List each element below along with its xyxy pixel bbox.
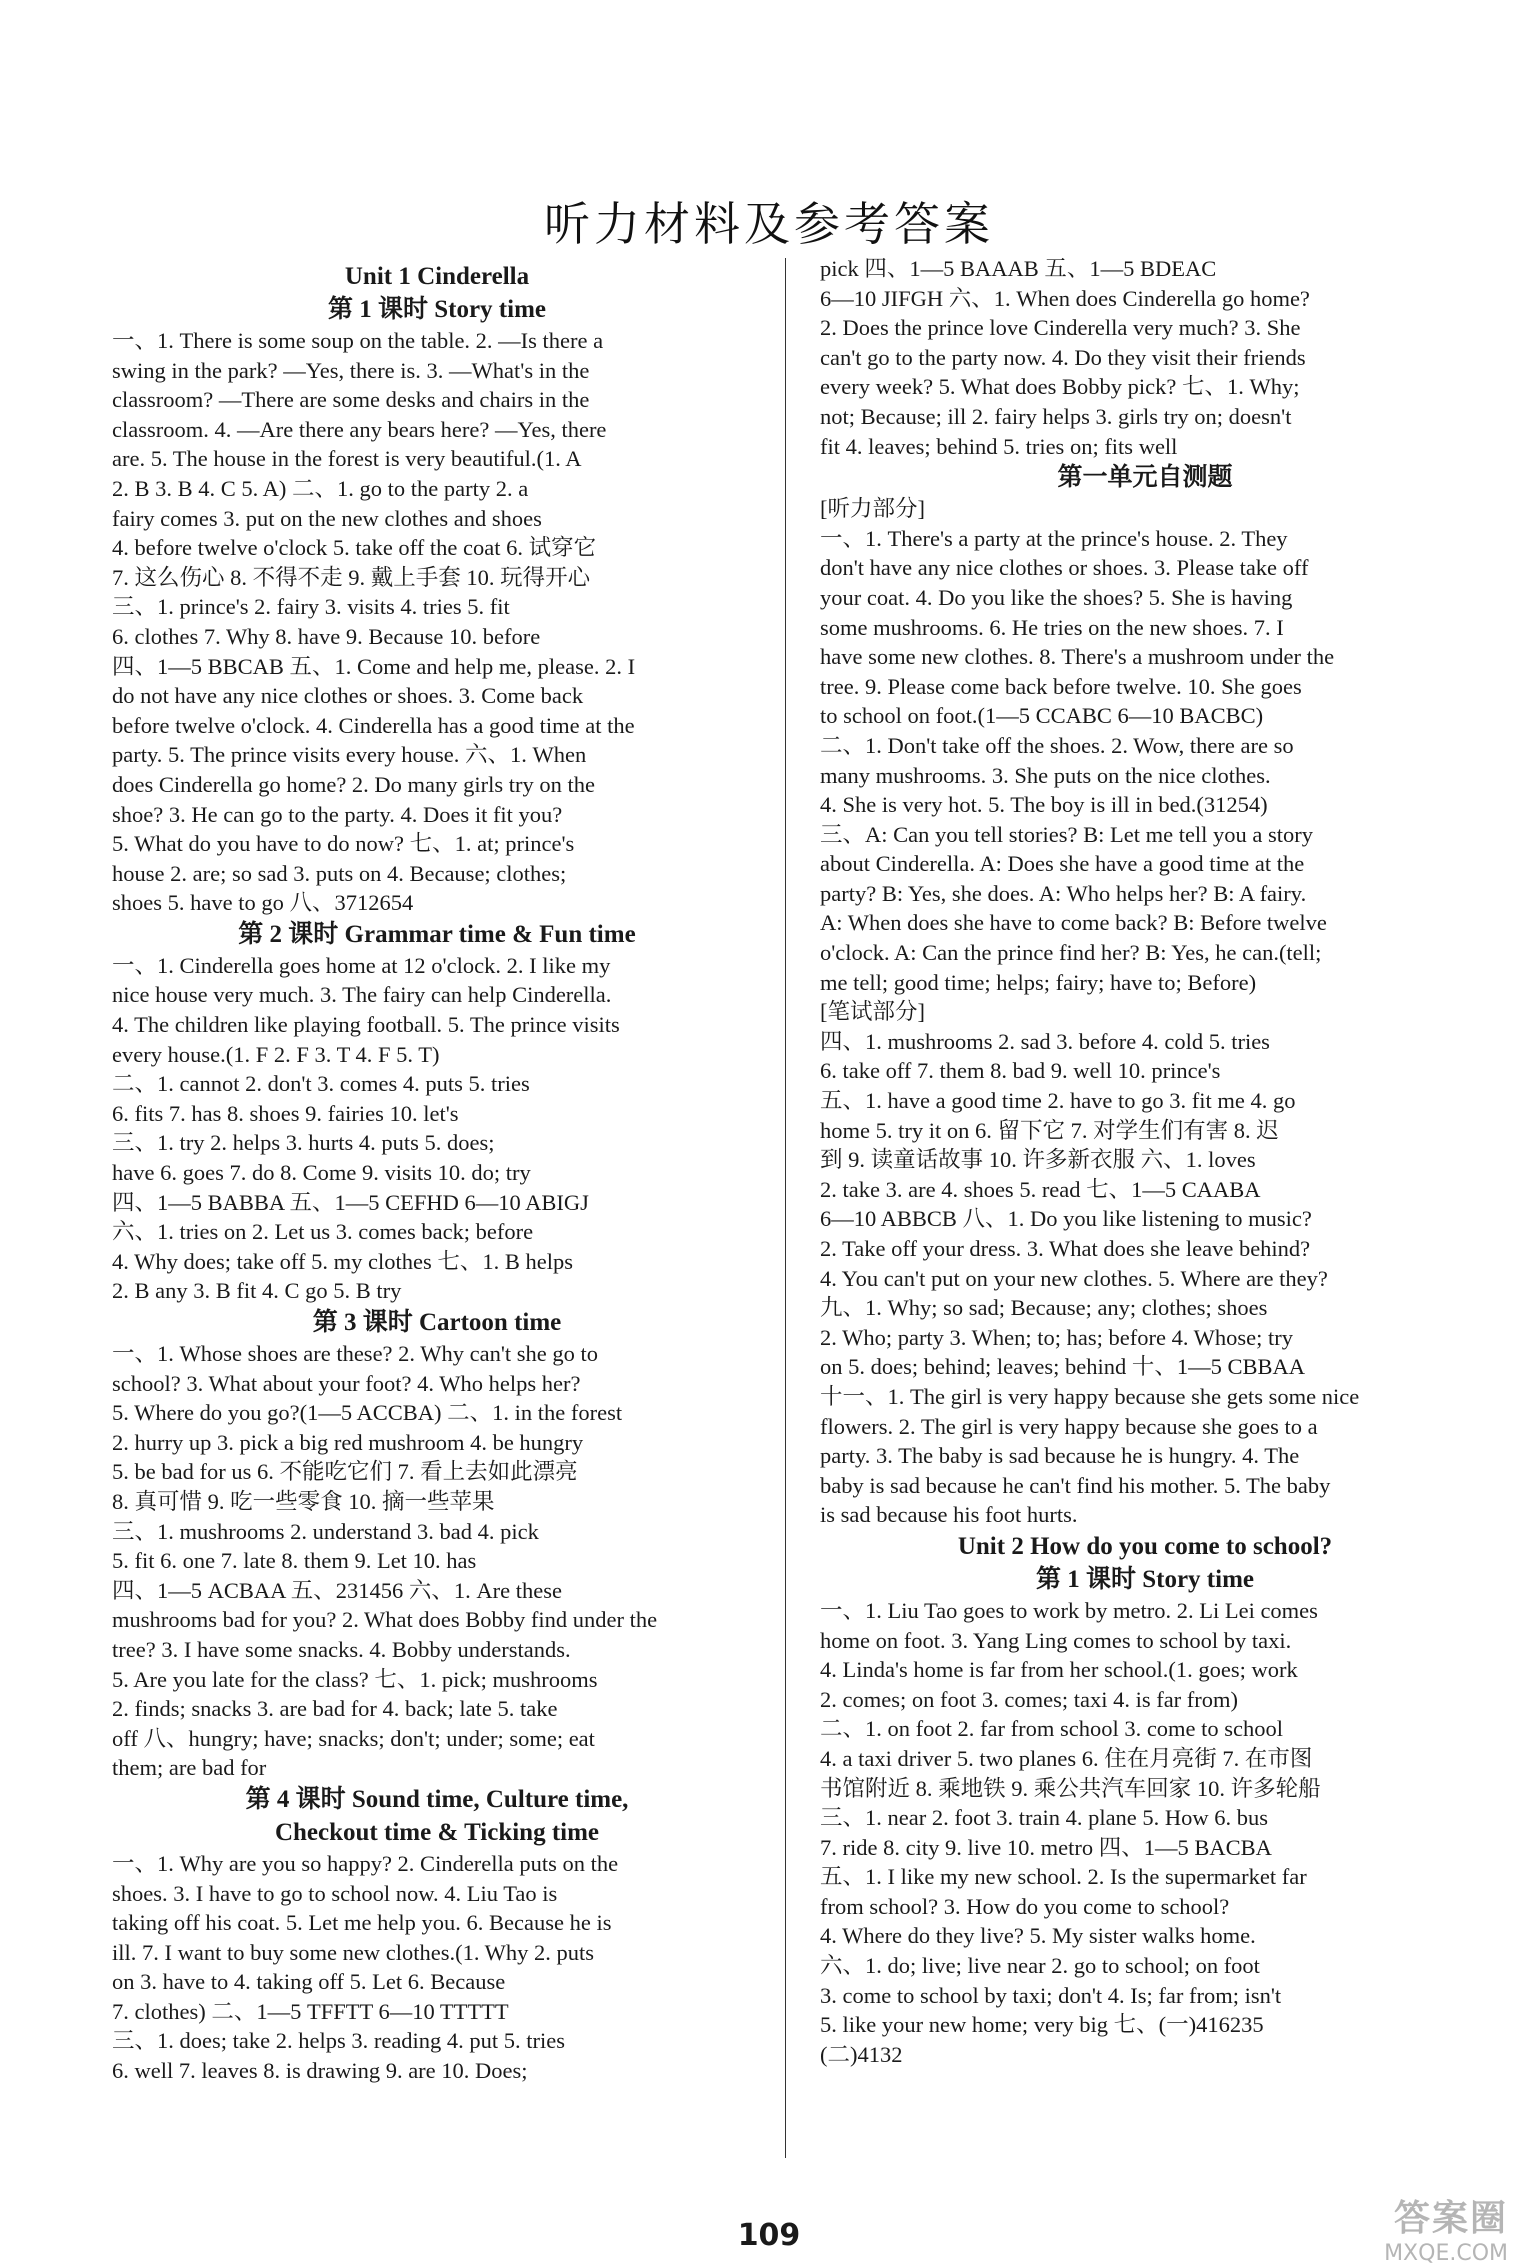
answer-line: 六、1. tries on 2. Let us 3. comes back; before xyxy=(112,1219,534,1245)
answer-line: 3. come to school by taxi; don't 4. Is; far from; isn't xyxy=(820,1982,1282,2008)
answer-line: 三、A: Can you tell stories? B: Let me tell you a story xyxy=(820,821,1314,847)
answer-line: 三、1. mushrooms 2. understand 3. bad 4. pick xyxy=(112,1518,539,1544)
answer-line: 2. Take off your dress. 3. What does she leave behind? xyxy=(820,1236,1311,1261)
section-heading: Unit 2 How do you come to school? xyxy=(957,1532,1333,1560)
answer-line: tree? 3. I have some snacks. 4. Bobby understands. xyxy=(112,1636,571,1662)
answer-line: pick 四、1—5 BAAAB 五、1—5 BDEAC xyxy=(820,256,1217,281)
answer-line: 6. well 7. leaves 8. is drawing 9. are 10. Does; xyxy=(112,2058,528,2084)
answer-line: 一、1. Why are you so happy? 2. Cinderella puts on the xyxy=(112,1850,619,1876)
answer-line: 4. Linda's home is far from her school.(1. goes; work xyxy=(820,1657,1298,1683)
answer-line: 三、1. near 2. foot 3. train 4. plane 5. How 6. bus xyxy=(820,1805,1269,1831)
answer-line: 二、1. Don't take off the shoes. 2. Wow, there are so xyxy=(820,732,1294,758)
answer-line: 5. like your new home; very big 七、(一)416235 xyxy=(820,2012,1264,2038)
answer-line: your coat. 4. Do you like the shoes? 5. She is having xyxy=(820,584,1293,610)
answer-line: 九、1. Why; so sad; Because; any; clothes; shoes xyxy=(820,1295,1268,1321)
answer-line: on 5. does; behind; leaves; behind 十、1—5 CBBAA xyxy=(820,1354,1305,1380)
answer-line: 二、1. cannot 2. don't 3. comes 4. puts 5. tries xyxy=(112,1071,530,1097)
answer-line: 5. Where do you go?(1—5 ACCBA) 二、1. in the forest xyxy=(112,1400,623,1426)
answer-line: 一、1. Whose shoes are these? 2. Why can't she go to xyxy=(112,1341,599,1366)
answer-line: some mushrooms. 6. He tries on the new shoes. 7. I xyxy=(820,614,1284,640)
answer-line: 4. Where do they live? 5. My sister walks home. xyxy=(820,1923,1256,1949)
answer-line: 7. 这么伤心 8. 不得不走 9. 戴上手套 10. 玩得开心 xyxy=(112,564,591,590)
answer-line: 5. What do you have to do now? 七、1. at; prince's xyxy=(112,831,575,857)
answer-line: 2. comes; on foot 3. comes; taxi 4. is far from) xyxy=(820,1686,1239,1712)
answer-line: 2. Does the prince love Cinderella very much? 3. She xyxy=(820,315,1301,341)
answer-line: have some new clothes. 8. There's a mushroom under the xyxy=(820,644,1335,670)
answer-line: 7. clothes) 二、1—5 TFFTT 6—10 TTTTT xyxy=(112,1998,509,2024)
answer-line: can't go to the party now. 4. Do they visit their friends xyxy=(820,344,1306,370)
answer-line: party? B: Yes, she does. A: Who helps her? B: A fairy. xyxy=(820,880,1307,906)
answer-line: 4. You can't put on your new clothes. 5. Where are they? xyxy=(820,1265,1328,1291)
answer-line: home on foot. 3. Yang Ling comes to school by taxi. xyxy=(820,1627,1292,1653)
answer-line: A: When does she have to come back? B: Before twelve xyxy=(820,910,1327,936)
answer-line: are. 5. The house in the forest is very beautiful.(1. A xyxy=(112,446,582,472)
answer-line: to school on foot.(1—5 CCABC 6—10 BACBC) xyxy=(820,703,1264,729)
page-number: 109 xyxy=(737,2218,801,2253)
answer-line: 6—10 ABBCB 八、1. Do you like listening to music? xyxy=(820,1206,1312,1232)
answer-line: party. 5. The prince visits every house. 六、1. When xyxy=(112,742,587,768)
answer-line: 三、1. does; take 2. helps 3. reading 4. put 5. tries xyxy=(112,2028,566,2054)
answer-line: 五、1. I like my new school. 2. Is the supermarket far xyxy=(820,1864,1307,1890)
answer-line: 二、1. on foot 2. far from school 3. come to school xyxy=(820,1716,1284,1742)
answer-line: 五、1. have a good time 2. have to go 3. fit me 4. go xyxy=(820,1088,1296,1114)
answer-line: do not have any nice clothes or shoes. 3. Come back xyxy=(112,683,584,709)
section-heading: 第 1 课时 Story time xyxy=(1035,1565,1255,1593)
answer-line: 十一、1. The girl is very happy because she gets some nice xyxy=(820,1383,1360,1409)
answer-line: 2. B any 3. B fit 4. C go 5. B try xyxy=(112,1278,402,1304)
section-heading: 第 4 课时 Sound time, Culture time, xyxy=(245,1785,629,1813)
answer-line: fit 4. leaves; behind 5. tries on; fits well xyxy=(820,433,1178,459)
answer-line: 6—10 JIFGH 六、1. When does Cinderella go home? xyxy=(820,285,1310,311)
answer-line: 2. Who; party 3. When; to; has; before 4. Whose; try xyxy=(820,1324,1294,1350)
answer-line: 4. a taxi driver 5. two planes 6. 住在月亮街 7. 在市图 xyxy=(820,1745,1313,1771)
answer-line: 7. ride 8. city 9. live 10. metro 四、1—5 BACBA xyxy=(820,1834,1272,1860)
answer-line: ill. 7. I want to buy some new clothes.(1. Why 2. puts xyxy=(112,1939,595,1965)
section-heading: 第 2 课时 Grammar time & Fun time xyxy=(238,920,636,948)
answer-line: [听力部分] xyxy=(820,496,925,522)
answer-line: 一、1. Liu Tao goes to work by metro. 2. Li Lei comes xyxy=(820,1597,1318,1623)
answer-line: on 3. have to 4. taking off 5. Let 6. Because xyxy=(112,1969,506,1995)
answer-line: about Cinderella. A: Does she have a good time at the xyxy=(820,851,1305,877)
answer-line: me tell; good time; helps; fairy; have to; Before) xyxy=(820,969,1257,995)
answer-line: shoe? 3. He can go to the party. 4. Does it fit you? xyxy=(112,801,563,827)
section-heading: Checkout time & Ticking time xyxy=(274,1818,600,1846)
answer-line: shoes. 3. I have to go to school now. 4. Liu Tao is xyxy=(112,1880,558,1906)
section-heading: 第一单元自测题 xyxy=(1057,464,1233,492)
answer-line: 书馆附近 8. 乘地铁 9. 乘公共汽车回家 10. 许多轮船 xyxy=(820,1775,1321,1801)
answer-line: does Cinderella go home? 2. Do many girls try on the xyxy=(112,771,596,797)
answer-line: them; are bad for xyxy=(112,1755,267,1781)
answer-line: 四、1—5 BABBA 五、1—5 CEFHD 6—10 ABIGJ xyxy=(112,1189,589,1215)
answer-line: nice house very much. 3. The fairy can help Cinderella. xyxy=(112,982,612,1008)
answer-line: 6. take off 7. them 8. bad 9. well 10. prince's xyxy=(820,1058,1221,1084)
answer-line: 2. finds; snacks 3. are bad for 4. back; late 5. take xyxy=(112,1696,558,1722)
answer-line: not; Because; ill 2. fairy helps 3. girls try on; doesn't xyxy=(820,403,1292,429)
answer-line: 5. Are you late for the class? 七、1. pick; mushrooms xyxy=(112,1666,598,1692)
answer-line: 三、1. prince's 2. fairy 3. visits 4. tries 5. fit xyxy=(112,594,510,620)
left-column xyxy=(112,260,762,2086)
watermark-logo xyxy=(1278,2190,1508,2266)
watermark-line1: 答案圈 xyxy=(1393,2198,1508,2239)
answer-line: 4. She is very hot. 5. The boy is ill in bed.(31254) xyxy=(820,792,1268,818)
page-title: 听力材料及参考答案 xyxy=(544,197,994,251)
answer-line: classroom? —There are some desks and chairs in the xyxy=(112,387,590,413)
answer-line: 2. hurry up 3. pick a big red mushroom 4. be hungry xyxy=(112,1429,584,1455)
section-heading: 第 3 课时 Cartoon time xyxy=(312,1309,562,1336)
answer-line: is sad because his foot hurts. xyxy=(820,1502,1078,1528)
answer-line: 一、1. There is some soup on the table. 2. —Is there a xyxy=(112,328,604,353)
answer-line: school? 3. What about your foot? 4. Who helps her? xyxy=(112,1370,581,1396)
answer-line: from school? 3. How do you come to school? xyxy=(820,1893,1230,1919)
answer-line: tree. 9. Please come back before twelve. 10. She goes xyxy=(820,673,1302,699)
answer-line: (二)4132 xyxy=(820,2041,903,2067)
answer-line: swing in the park? —Yes, there is. 3. —What's in the xyxy=(112,357,590,383)
answer-line: mushrooms bad for you? 2. What does Bobby find under the xyxy=(112,1607,658,1633)
answer-line: 4. Why does; take off 5. my clothes 七、1. B helps xyxy=(112,1248,573,1274)
answer-line: many mushrooms. 3. She puts on the nice clothes. xyxy=(820,762,1271,788)
answer-line: classroom. 4. —Are there any bears here? —Yes, there xyxy=(112,416,607,442)
answer-line: 四、1. mushrooms 2. sad 3. before 4. cold 5. tries xyxy=(820,1028,1270,1054)
answer-line: 6. fits 7. has 8. shoes 9. fairies 10. let's xyxy=(112,1100,459,1126)
answer-line: 8. 真可惜 9. 吃一些零食 10. 摘一些苹果 xyxy=(112,1488,495,1514)
answer-line: 四、1—5 ACBAA 五、231456 六、1. Are these xyxy=(112,1577,562,1603)
answer-line: 一、1. Cinderella goes home at 12 o'clock. 2. I like my xyxy=(112,952,611,978)
answer-line: flowers. 2. The girl is very happy because she goes to a xyxy=(820,1413,1318,1439)
answer-line: taking off his coat. 5. Let me help you. 6. Because he is xyxy=(112,1910,612,1936)
answer-line: every house.(1. F 2. F 3. T 4. F 5. T) xyxy=(112,1041,440,1067)
answer-line: [笔试部分] xyxy=(820,999,925,1025)
column-divider xyxy=(785,258,786,2158)
answer-line: 2. take 3. are 4. shoes 5. read 七、1—5 CAABA xyxy=(820,1176,1261,1202)
answer-line: 四、1—5 BBCAB 五、1. Come and help me, please. 2. I xyxy=(112,653,636,679)
answer-line: 6. clothes 7. Why 8. have 9. Because 10. before xyxy=(112,623,541,649)
watermark-line2: MXQE.COM xyxy=(1384,2241,1508,2266)
answer-line: party. 3. The baby is sad because he is hungry. 4. The xyxy=(820,1443,1300,1469)
answer-line: 到 9. 读童话故事 10. 许多新衣服 六、1. loves xyxy=(820,1147,1256,1173)
answer-line: 4. The children like playing football. 5. The prince visits xyxy=(112,1012,620,1038)
answer-line: baby is sad because he can't find his mother. 5. The baby xyxy=(820,1472,1331,1498)
answer-line: 2. B 3. B 4. C 5. A) 二、1. go to the party 2. a xyxy=(112,475,529,501)
answer-line: house 2. are; so sad 3. puts on 4. Because; clothes; xyxy=(112,860,567,886)
answer-line: home 5. try it on 6. 留下它 7. 对学生们有害 8. 迟 xyxy=(820,1117,1279,1143)
answer-line: o'clock. A: Can the prince find her? B: Yes, he can.(tell; xyxy=(820,940,1322,966)
answer-line: 六、1. do; live; live near 2. go to school; on foot xyxy=(820,1953,1260,1979)
section-heading: 第 1 课时 Story time xyxy=(327,296,547,323)
answer-line: every week? 5. What does Bobby pick? 七、1. Why; xyxy=(820,374,1300,400)
section-heading: Unit 1 Cinderella xyxy=(344,263,530,290)
answer-line: 三、1. try 2. helps 3. hurts 4. puts 5. does; xyxy=(112,1130,495,1156)
right-column xyxy=(820,254,1470,2069)
answer-line: don't have any nice clothes or shoes. 3. Please take off xyxy=(820,555,1309,581)
answer-line: 4. before twelve o'clock 5. take off the coat 6. 试穿它 xyxy=(112,535,597,561)
answer-line: have 6. goes 7. do 8. Come 9. visits 10. do; try xyxy=(112,1160,531,1186)
answer-line: 5. be bad for us 6. 不能吃它们 7. 看上去如此漂亮 xyxy=(112,1459,578,1485)
answer-line: 5. fit 6. one 7. late 8. them 9. Let 10. has xyxy=(112,1548,477,1574)
answer-line: before twelve o'clock. 4. Cinderella has a good time at the xyxy=(112,712,635,738)
answer-line: 一、1. There's a party at the prince's house. 2. They xyxy=(820,525,1288,551)
answer-line: off 八、hungry; have; snacks; don't; under; some; eat xyxy=(112,1725,595,1751)
answer-line: fairy comes 3. put on the new clothes and shoes xyxy=(112,505,542,531)
answer-line: shoes 5. have to go 八、3712654 xyxy=(112,890,414,916)
